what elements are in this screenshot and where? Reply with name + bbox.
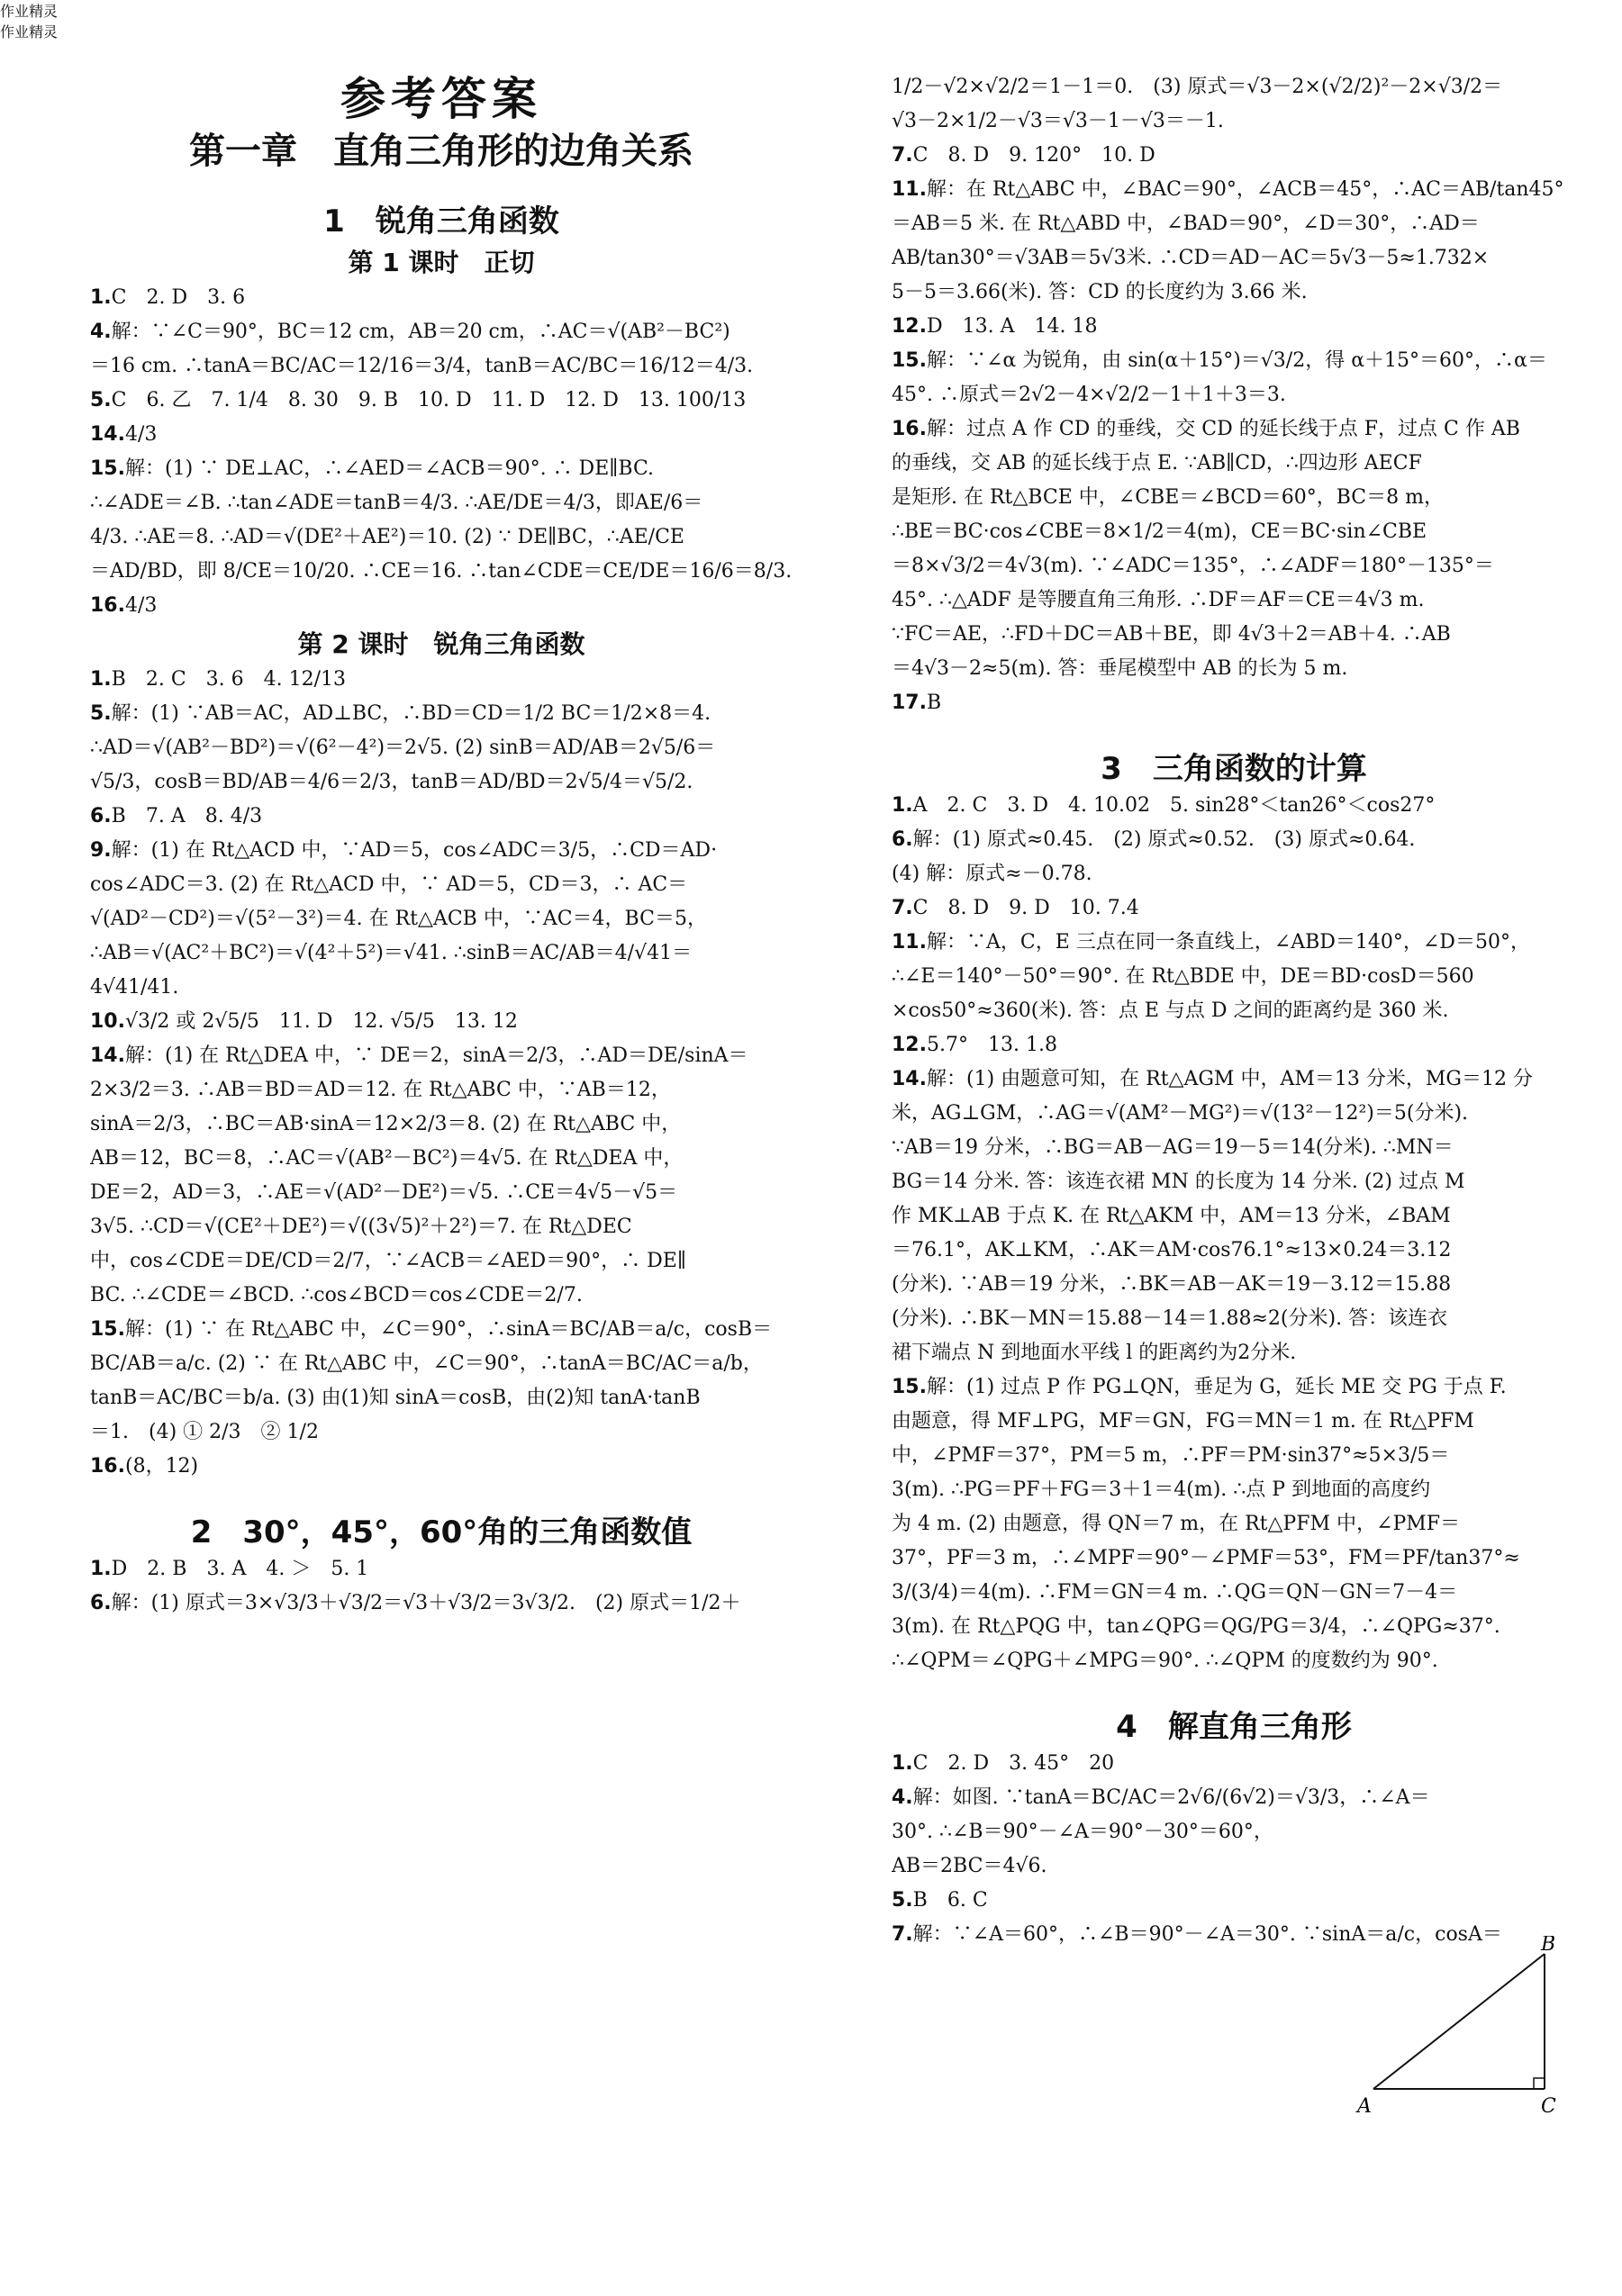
answer-text: 解：(1) ∵ 在 Rt△ABC 中，∠C＝90°，∴sinA＝BC/AB＝a/c，cosB＝	[124, 1318, 773, 1341]
label-c: C	[1541, 2095, 1556, 2116]
answer-line	[90, 1142, 793, 1176]
answer-line	[892, 1336, 1576, 1370]
answer-text: A 2. C 3. D 4. 10.02 5. sin28°＜tan26°＜cos27°	[912, 794, 1436, 817]
answer-line	[90, 1107, 793, 1142]
answer-line	[90, 1347, 793, 1381]
section-title: 4 解直角三角形	[1116, 1709, 1352, 1745]
answer-text: 解：(1) 在 Rt△ACD 中，∵AD＝5，cos∠ADC＝3/5，∴CD＝AD·	[111, 839, 718, 862]
item-number: 14.	[892, 1068, 927, 1090]
section-title: 1 锐角三角函数	[323, 203, 559, 240]
answer-text: √3/2 或 2√5/5 11. D 12. √5/5 13. 12	[124, 1010, 518, 1033]
answer-item	[892, 1062, 1576, 1097]
answer-text: √3－2×1/2－√3＝√3－1－√3＝－1.	[892, 110, 1224, 132]
answer-text: cos∠ADC＝3. (2) 在 Rt△ACD 中，∵ AD＝5，CD＝3，∴ AC＝	[90, 873, 688, 896]
item-number: 4.	[90, 321, 112, 343]
answer-text: D 2. B 3. A 4. ＞ 5. 1	[111, 1558, 369, 1580]
answer-text: ＝8×√3/2＝4√3(m). ∵∠ADC＝135°，∴∠ADF＝180°－135°＝	[892, 555, 1494, 577]
answer-text: 的垂线，交 AB 的延长线于点 E. ∵AB∥CD，∴四边形 AECF	[892, 452, 1422, 475]
answer-item	[892, 310, 1576, 344]
page-title: 参考答案	[340, 73, 542, 125]
answer-line	[892, 857, 1576, 891]
item-number: 11.	[892, 178, 927, 201]
item-number: 5.	[90, 702, 112, 725]
answer-text: 4/3. ∴AE＝8. ∴AD＝√(DE²＋AE²)＝10. (2) ∵ DE∥BC，∴AE/CE	[90, 526, 684, 548]
answer-line	[892, 276, 1576, 310]
left-column	[90, 0, 793, 1621]
right-angle-mark	[1534, 2078, 1545, 2089]
answer-line	[892, 447, 1576, 481]
answer-line	[90, 971, 793, 1005]
answer-text: B 2. C 3. 6 4. 12/13	[111, 668, 347, 691]
item-number: 14.	[90, 1044, 125, 1067]
answer-text: ＝76.1°，AK⊥KM，∴AK＝AM·cos76.1°≈13×0.24＝3.12	[892, 1239, 1452, 1261]
item-number: 16.	[90, 594, 125, 617]
answer-item	[90, 1586, 793, 1621]
hypotenuse-ab	[1373, 1954, 1545, 2089]
answer-text: 中，∠PMF＝37°，PM＝5 m，∴PF＝PM·sin37°≈5×3/5＝	[892, 1444, 1450, 1467]
answer-line	[892, 652, 1576, 686]
answer-line	[90, 765, 793, 800]
answer-text: B 6. C	[912, 1889, 988, 1912]
answer-text: 4/3	[124, 594, 158, 617]
answer-line	[892, 618, 1576, 652]
answer-text: 3/(3/4)＝4(m). ∴FM＝GN＝4 m. ∴QG＝QN－GN＝7－4＝	[892, 1581, 1458, 1604]
answer-text: 解：(1) 过点 P 作 PG⊥QN，垂足为 G，延长 ME 交 PG 于点 F.	[926, 1376, 1507, 1398]
left-answers	[90, 173, 793, 1621]
answer-text: 5.7° 13. 1.8	[926, 1034, 1057, 1056]
answer-item	[90, 1005, 793, 1039]
answer-text: 解：∵∠α 为锐角，由 sin(α＋15°)＝√3/2，得 α＋15°＝60°，∴α＝	[926, 349, 1547, 372]
answer-text: ∴BE＝BC·cos∠CBE＝8×1/2＝4(m)，CE＝BC·sin∠CBE	[892, 520, 1427, 543]
answer-item	[892, 1747, 1576, 1781]
answer-text: 解：过点 A 作 CD 的垂线，交 CD 的延长线于点 F，过点 C 作 AB	[926, 418, 1520, 440]
answer-item	[90, 1313, 793, 1347]
answer-line	[892, 1644, 1576, 1678]
answer-item	[90, 697, 793, 731]
answer-text: 4/3	[124, 423, 158, 446]
answer-text: 中，cos∠CDE＝DE/CD＝2/7，∵∠ACB＝∠AED＝90°，∴ DE∥	[90, 1250, 686, 1272]
item-number: 1.	[892, 1752, 913, 1775]
answer-line	[892, 1131, 1576, 1165]
answer-line	[892, 1268, 1576, 1302]
answer-line	[892, 481, 1576, 515]
answer-text: 45°. ∴原式＝2√2－4×√2/2－1＋1＋3＝3.	[892, 384, 1286, 406]
answer-text: ∵AB＝19 分米，∴BG＝AB－AG＝19－5＝14(分米). ∴MN＝	[892, 1136, 1454, 1159]
answer-line	[892, 1473, 1576, 1507]
answer-text: C 6. 乙 7. 1/4 8. 30 9. B 10. D 11. D 12. D 13. 100/13	[111, 389, 747, 411]
answer-line	[892, 1541, 1576, 1576]
section-title: 3 三角函数的计算	[1101, 751, 1367, 787]
answer-item	[90, 1039, 793, 1073]
answer-text: 解：(1) ∵AB＝AC，AD⊥BC，∴BD＝CD＝1/2 BC＝1/2×8＝4.	[111, 702, 711, 725]
item-number: 15.	[892, 349, 927, 372]
answer-line	[892, 1234, 1576, 1268]
answer-item	[892, 926, 1576, 960]
answer-item	[892, 412, 1576, 447]
answer-line	[90, 555, 793, 589]
answer-text: 解：(1) 原式≈0.45. (2) 原式≈0.52. (3) 原式≈0.64.	[912, 828, 1416, 851]
answer-text: (4) 解：原式≈－0.78.	[892, 863, 1092, 885]
answer-text: B	[926, 692, 942, 714]
item-number: 5.	[892, 1889, 913, 1912]
answer-item	[892, 1370, 1576, 1405]
answer-item	[892, 1781, 1576, 1815]
item-number: 15.	[892, 1376, 927, 1398]
answer-text: BC/AB＝a/c. (2) ∵ 在 Rt△ABC 中，∠C＝90°，∴tanA＝BC/AC＝a/b，	[90, 1352, 763, 1375]
answer-text: √5/3，cosB＝BD/AB＝4/6＝2/3，tanB＝AD/BD＝2√5/4＝√5/2.	[90, 771, 693, 793]
answer-text: 2×3/2＝3. ∴AB＝BD＝AD＝12. 在 Rt△ABC 中，∵AB＝12，	[90, 1079, 671, 1101]
answer-text: ∴AB＝√(AC²＋BC²)＝√(4²＋5²)＝√41. ∴sinB＝AC/AB＝4/√41＝	[90, 942, 693, 964]
answer-text: ＝AB＝5 米. 在 Rt△ABD 中，∠BAD＝90°，∠D＝30°，∴AD＝	[892, 212, 1480, 235]
answer-text: 作 MK⊥AB 于点 K. 在 Rt△AKM 中，AM＝13 分米，∠BAM	[892, 1205, 1451, 1227]
answer-text: ∴∠QPM＝∠QPG＋∠MPG＝90°. ∴∠QPM 的度数约为 90°.	[892, 1650, 1438, 1672]
item-number: 16.	[892, 418, 927, 440]
answer-text: C 2. D 3. 6	[111, 286, 246, 309]
answer-item	[90, 1552, 793, 1586]
answer-line	[892, 1165, 1576, 1199]
answer-text: tanB＝AC/BC＝b/a. (3) 由(1)知 sinA＝cosB，由(2)知 tanA·tanB	[90, 1387, 701, 1409]
answer-item	[892, 686, 1576, 720]
answer-line	[90, 1073, 793, 1107]
item-number: 1.	[892, 794, 913, 817]
answer-text: D 13. A 14. 18	[926, 315, 1098, 338]
watermark: 作业精灵	[0, 23, 59, 41]
answer-text: 解：在 Rt△ABC 中，∠BAC＝90°，∠ACB＝45°，∴AC＝AB/tan45°	[926, 178, 1564, 201]
answer-text: C 2. D 3. 45° 20	[912, 1752, 1115, 1775]
answer-item	[892, 823, 1576, 857]
item-number: 1.	[90, 1558, 112, 1580]
answer-line	[90, 936, 793, 971]
answer-line	[892, 1302, 1576, 1336]
answer-line	[90, 902, 793, 936]
item-number: 6.	[90, 805, 112, 827]
answer-line	[892, 960, 1576, 994]
answer-text: 解：如图. ∵tanA＝BC/AC＝2√6/(6√2)＝√3/3，∴∠A＝	[912, 1786, 1430, 1809]
answer-line	[90, 349, 793, 384]
answer-item	[892, 344, 1576, 378]
answer-line	[90, 520, 793, 555]
answer-text: DE＝2，AD＝3，∴AE＝√(AD²－DE²)＝√5. ∴CE＝4√5－√5＝	[90, 1181, 678, 1204]
answer-line	[90, 1415, 793, 1450]
answer-line	[90, 486, 793, 520]
item-number: 12.	[892, 1034, 927, 1056]
section-title: 2 30°，45°，60°角的三角函数值	[190, 1514, 693, 1550]
answer-line	[892, 104, 1576, 139]
lesson-title: 第 1 课时 正切	[348, 248, 535, 277]
answer-text: BG＝14 分米. 答：该连衣裙 MN 的长度为 14 分米. (2) 过点 M	[892, 1171, 1465, 1193]
answer-item	[90, 315, 793, 349]
item-number: 12.	[892, 315, 927, 338]
chapter-title: 第一章 直角三角形的边角关系	[189, 131, 693, 172]
answer-text: C 8. D 9. 120° 10. D	[912, 144, 1155, 167]
answer-item	[892, 1028, 1576, 1062]
answer-text: 解：∵A，C，E 三点在同一条直线上，∠ABD＝140°，∠D＝50°，	[926, 931, 1530, 954]
answer-line	[892, 70, 1576, 104]
answer-item	[90, 281, 793, 315]
answer-text: (分米). ∴BK－MN＝15.88－14＝1.88≈2(分米). 答：该连衣	[892, 1307, 1448, 1330]
answer-text: ＝1. (4) ① 2/3 ② 1/2	[90, 1421, 319, 1443]
answer-item	[892, 789, 1576, 823]
answer-line	[892, 1439, 1576, 1473]
answer-line	[892, 1849, 1576, 1884]
answer-line	[892, 1576, 1576, 1610]
answer-text: AB＝12，BC＝8，∴AC＝√(AB²－BC²)＝4√5. 在 Rt△DEA 中，	[90, 1147, 684, 1170]
answer-item	[90, 452, 793, 486]
answer-line	[892, 515, 1576, 549]
answer-line	[90, 1210, 793, 1244]
answer-text: 解：∵∠C＝90°，BC＝12 cm，AB＝20 cm，∴AC＝√(AB²－BC²)	[111, 321, 730, 343]
item-number: 6.	[892, 828, 913, 851]
answer-text: ＝16 cm. ∴tanA＝BC/AC＝12/16＝3/4，tanB＝AC/BC＝16/12＝4/3.	[90, 355, 754, 377]
item-number: 4.	[892, 1786, 913, 1809]
answer-item	[90, 384, 793, 418]
answer-text: AB/tan30°＝√3AB＝5√3米. ∴CD＝AD－AC＝5√3－5≈1.732×	[892, 247, 1490, 269]
answer-text: AB＝2BC＝4√6.	[892, 1855, 1047, 1877]
item-number: 6.	[90, 1592, 112, 1614]
answer-text: 37°，PF＝3 m，∴∠MPF＝90°－∠PMF＝53°，FM＝PF/tan37°≈	[892, 1547, 1520, 1569]
answer-text: 5－5＝3.66(米). 答：CD 的长度约为 3.66 米.	[892, 281, 1308, 303]
answer-line	[90, 1279, 793, 1313]
answer-text: ∴AD＝√(AB²－BD²)＝√(6²－4²)＝2√5. (2) sinB＝AD/AB＝2√5/6＝	[90, 737, 716, 759]
item-number: 15.	[90, 457, 125, 480]
item-number: 17.	[892, 692, 927, 714]
answer-text: ∴∠E＝140°－50°＝90°. 在 Rt△BDE 中，DE＝BD·cosD＝560	[892, 965, 1474, 988]
label-a: A	[1357, 2095, 1372, 2116]
answer-item	[90, 663, 793, 697]
item-number: 1.	[90, 668, 112, 691]
answer-line	[892, 1610, 1576, 1644]
label-b: B	[1541, 1936, 1556, 1956]
answer-line	[892, 994, 1576, 1028]
right-column	[892, 0, 1576, 1952]
answer-line	[892, 207, 1576, 241]
answer-text: ×cos50°≈360(米). 答：点 E 与点 D 之间的距离约是 360 米.	[892, 999, 1449, 1022]
answer-text: √(AD²－CD²)＝√(5²－3²)＝4. 在 Rt△ACB 中，∵AC＝4，BC＝5，	[90, 908, 707, 930]
answer-line	[892, 1199, 1576, 1234]
answer-text: ∵FC＝AE，∴FD＋DC＝AB＋BE，即 4√3＋2＝AB＋4. ∴AB	[892, 623, 1451, 646]
answer-item	[90, 800, 793, 834]
answer-text: 米，AG⊥GM，∴AG＝√(AM²－MG²)＝√(13²－12²)＝5(分米).	[892, 1102, 1469, 1125]
answer-text: 解：(1) 由题意可知，在 Rt△AGM 中，AM＝13 分米，MG＝12 分	[926, 1068, 1533, 1090]
answer-item	[90, 1450, 793, 1484]
answer-item	[892, 1884, 1576, 1918]
answer-line	[90, 1176, 793, 1210]
answer-text: B 7. A 8. 4/3	[111, 805, 263, 827]
answer-text: 由题意，得 MF⊥PG，MF＝GN，FG＝MN＝1 m. 在 Rt△PFM	[892, 1410, 1474, 1433]
answer-text: 裙下端点 N 到地面水平线 l 的距离约为2分米.	[892, 1342, 1297, 1364]
answer-text: ＝AD/BD，即 8/CE＝10/20. ∴CE＝16. ∴tan∠CDE＝CE/DE＝16/6＝8/3.	[90, 560, 793, 583]
answer-line	[892, 1815, 1576, 1849]
answer-item	[892, 139, 1576, 173]
answer-line	[90, 868, 793, 902]
answer-text: BC. ∴∠CDE＝∠BCD. ∴cos∠BCD＝cos∠CDE＝2/7.	[90, 1284, 583, 1306]
answer-text: 是矩形. 在 Rt△BCE 中，∠CBE＝∠BCD＝60°，BC＝8 m，	[892, 486, 1444, 509]
answer-text: 45°. ∴△ADF 是等腰直角三角形. ∴DF＝AF＝CE＝4√3 m.	[892, 589, 1425, 611]
answer-item	[90, 589, 793, 623]
answer-line	[90, 1381, 793, 1415]
answer-text: ∴∠ADE＝∠B. ∴tan∠ADE＝tanB＝4/3. ∴AE/DE＝4/3，即AE/6＝	[90, 492, 703, 514]
item-number: 10.	[90, 1010, 125, 1033]
answer-text: 1/2－√2×√2/2＝1－1＝0. (3) 原式＝√3－2×(√2/2)²－2×√3/2＝	[892, 76, 1503, 98]
answer-text: 4√41/41.	[90, 976, 179, 999]
answer-line	[892, 241, 1576, 276]
answer-line	[90, 731, 793, 765]
answer-item	[90, 418, 793, 452]
item-number: 7.	[892, 897, 913, 919]
answer-text: 解：(1) ∵ DE⊥AC，∴∠AED＝∠ACB＝90°. ∴ DE∥BC.	[124, 457, 655, 480]
answer-text: 解：(1) 在 Rt△DEA 中，∵ DE＝2，sinA＝2/3，∴AD＝DE/sinA＝	[124, 1044, 748, 1067]
answer-text: (8，12)	[124, 1455, 199, 1478]
answer-text: (分米). ∵AB＝19 分米，∴BK＝AB－AK＝19－3.12＝15.88	[892, 1273, 1452, 1296]
answer-line	[892, 583, 1576, 618]
answer-text: ＝4√3－2≈5(m). 答：垂尾模型中 AB 的长为 5 m.	[892, 657, 1348, 680]
item-number: 16.	[90, 1455, 125, 1478]
right-triangle-figure	[1355, 1936, 1563, 2116]
answer-line	[892, 1405, 1576, 1439]
answer-line	[892, 378, 1576, 412]
item-number: 14.	[90, 423, 125, 446]
answer-item	[892, 173, 1576, 207]
lesson-title: 第 2 课时 锐角三角函数	[297, 629, 585, 659]
answer-text: sinA＝2/3，∴BC＝AB·sinA＝12×2/3＝8. (2) 在 Rt△ABC 中，	[90, 1113, 682, 1135]
item-number: 1.	[90, 286, 112, 309]
answer-item	[892, 891, 1576, 926]
answer-text: 解：(1) 原式＝3×√3/3＋√3/2＝√3＋√3/2＝3√3/2. (2) 原式＝1/2＋	[111, 1592, 741, 1614]
item-number: 11.	[892, 931, 927, 954]
answer-text: 解：∵∠A＝60°，∴∠B＝90°－∠A＝30°. ∵sinA＝a/c，cosA＝	[912, 1923, 1502, 1946]
item-number: 7.	[892, 1923, 913, 1946]
item-number: 5.	[90, 389, 112, 411]
answer-line	[892, 1507, 1576, 1541]
answer-text: C 8. D 9. D 10. 7.4	[912, 897, 1139, 919]
item-number: 9.	[90, 839, 112, 862]
answer-item	[90, 834, 793, 868]
item-number: 7.	[892, 144, 913, 167]
item-number: 15.	[90, 1318, 125, 1341]
answer-text: 30°. ∴∠B＝90°－∠A＝90°－30°＝60°，	[892, 1821, 1273, 1843]
answer-text: 3(m). ∴PG＝PF＋FG＝3＋1＝4(m). ∴点 P 到地面的高度约	[892, 1478, 1431, 1501]
answer-line	[892, 1097, 1576, 1131]
right-answers	[892, 70, 1576, 1952]
answer-line	[892, 549, 1576, 583]
watermark: 作业精灵	[0, 3, 59, 20]
answer-text: 3(m). 在 Rt△PQG 中，tan∠QPG＝QG/PG＝3/4，∴∠QPG≈37°.	[892, 1615, 1500, 1638]
answer-line	[90, 1244, 793, 1279]
answer-text: 3√5. ∴CD＝√(CE²＋DE²)＝√((3√5)²＋2²)＝7. 在 Rt△DEC	[90, 1216, 632, 1238]
answer-text: 为 4 m. (2) 由题意，得 QN＝7 m，在 Rt△PFM 中，∠PMF＝	[892, 1513, 1461, 1535]
